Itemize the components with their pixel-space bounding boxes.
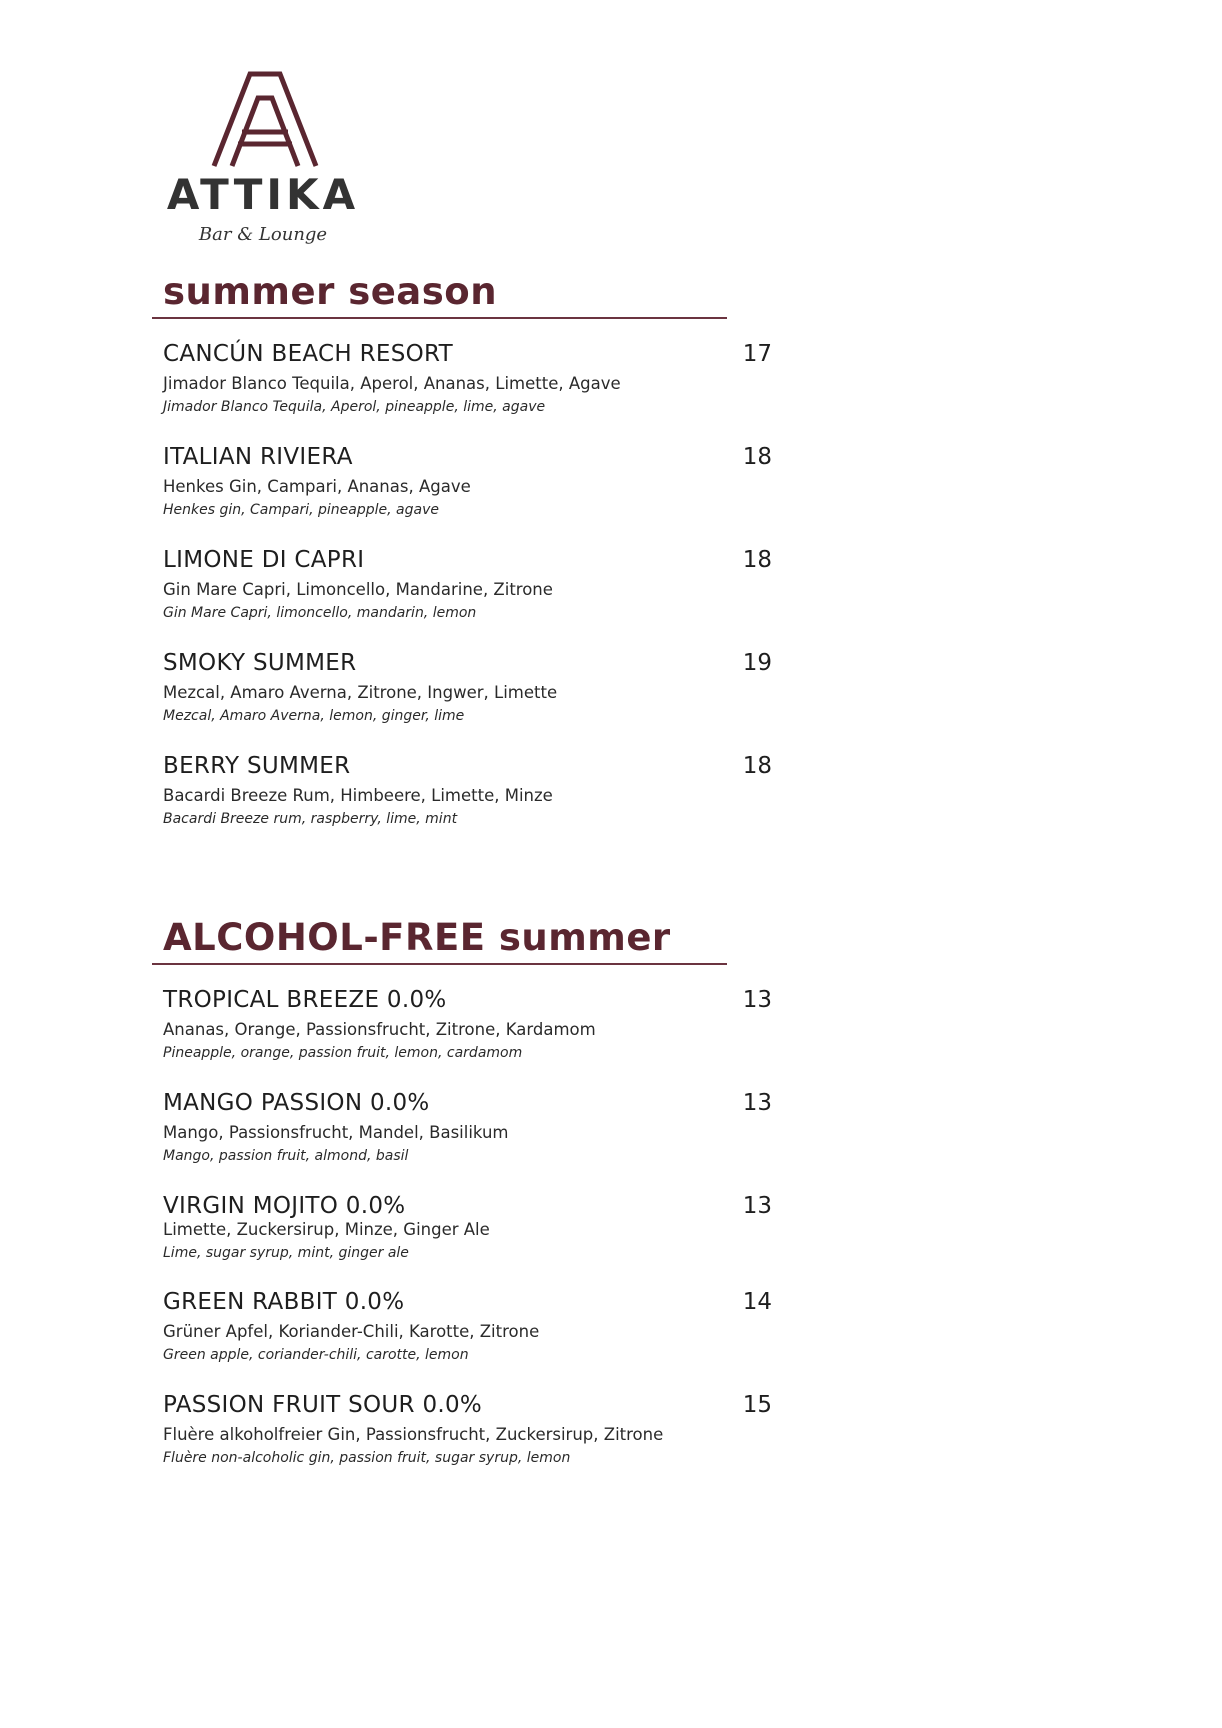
item-name: VIRGIN MOJITO 0.0% [163,1192,406,1219]
menu-item [152,1289,772,1392]
menu-item [152,547,772,650]
item-name: MANGO PASSION 0.0% [163,1089,430,1116]
item-ingredients-de: Limette, Zuckersirup, Minze, Ginger Ale [163,1220,490,1240]
item-ingredients-de: Mango, Passionsfrucht, Mandel, Basilikum [163,1123,509,1143]
item-price: 14 [742,1288,772,1315]
brand-tagline: Bar & Lounge [198,224,328,245]
item-name: LIMONE DI CAPRI [163,546,365,573]
menu-item [152,753,772,856]
item-price: 15 [742,1391,772,1418]
item-price: 18 [742,752,772,779]
item-ingredients-de: Bacardi Breeze Rum, Himbeere, Limette, Minze [163,786,553,806]
brand-logo [160,70,370,250]
menu-item [152,1392,772,1495]
item-ingredients-en: Pineapple, orange, passion fruit, lemon, cardamom [163,1045,523,1062]
menu-item [152,650,772,753]
menu-item [152,444,772,547]
stylized-letter-a-logo-icon [210,70,320,168]
item-price: 13 [742,1089,772,1116]
item-price: 13 [742,986,772,1013]
item-ingredients-en: Mango, passion fruit, almond, basil [163,1148,409,1165]
item-price: 17 [742,340,772,367]
item-name: TROPICAL BREEZE 0.0% [163,986,447,1013]
section-divider [152,317,727,319]
item-ingredients-en: Jimador Blanco Tequila, Aperol, pineapple, lime, agave [163,399,546,416]
section-title: ALCOHOL-FREE summer [163,916,671,959]
item-name: BERRY SUMMER [163,752,351,779]
menu-item [152,1090,772,1193]
item-price: 18 [742,443,772,470]
item-name: GREEN RABBIT 0.0% [163,1288,405,1315]
item-name: ITALIAN RIVIERA [163,443,353,470]
item-ingredients-en: Fluère non-alcoholic gin, passion fruit, sugar syrup, lemon [163,1450,571,1467]
item-ingredients-de: Mezcal, Amaro Averna, Zitrone, Ingwer, Limette [163,683,558,703]
item-ingredients-de: Gin Mare Capri, Limoncello, Mandarine, Zitrone [163,580,553,600]
item-ingredients-en: Green apple, coriander-chili, carotte, lemon [163,1347,469,1364]
item-ingredients-de: Fluère alkoholfreier Gin, Passionsfrucht, Zuckersirup, Zitrone [163,1425,664,1445]
brand-name: ATTIKA [166,170,360,219]
menu-item [152,341,772,444]
section-title: summer season [163,270,498,313]
menu-item [152,987,772,1090]
item-price: 19 [742,649,772,676]
item-ingredients-de: Jimador Blanco Tequila, Aperol, Ananas, Limette, Agave [163,374,621,394]
item-ingredients-en: Bacardi Breeze rum, raspberry, lime, mint [163,811,458,828]
item-ingredients-en: Gin Mare Capri, limoncello, mandarin, lemon [163,605,477,622]
section-divider [152,963,727,965]
item-name: SMOKY SUMMER [163,649,357,676]
item-ingredients-de: Grüner Apfel, Koriander-Chili, Karotte, Zitrone [163,1322,540,1342]
item-ingredients-en: Mezcal, Amaro Averna, lemon, ginger, lime [163,708,465,725]
item-ingredients-en: Henkes gin, Campari, pineapple, agave [163,502,439,519]
item-ingredients-en: Lime, sugar syrup, mint, ginger ale [163,1245,409,1262]
item-ingredients-de: Henkes Gin, Campari, Ananas, Agave [163,477,471,497]
item-price: 13 [742,1192,772,1219]
item-name: CANCÚN BEACH RESORT [163,340,453,367]
section-alcohol-free-summer [152,918,772,1495]
item-price: 18 [742,546,772,573]
section-summer-season [152,272,772,856]
item-name: PASSION FRUIT SOUR 0.0% [163,1391,483,1418]
menu-item [152,1193,772,1289]
item-ingredients-de: Ananas, Orange, Passionsfrucht, Zitrone, Kardamom [163,1020,596,1040]
